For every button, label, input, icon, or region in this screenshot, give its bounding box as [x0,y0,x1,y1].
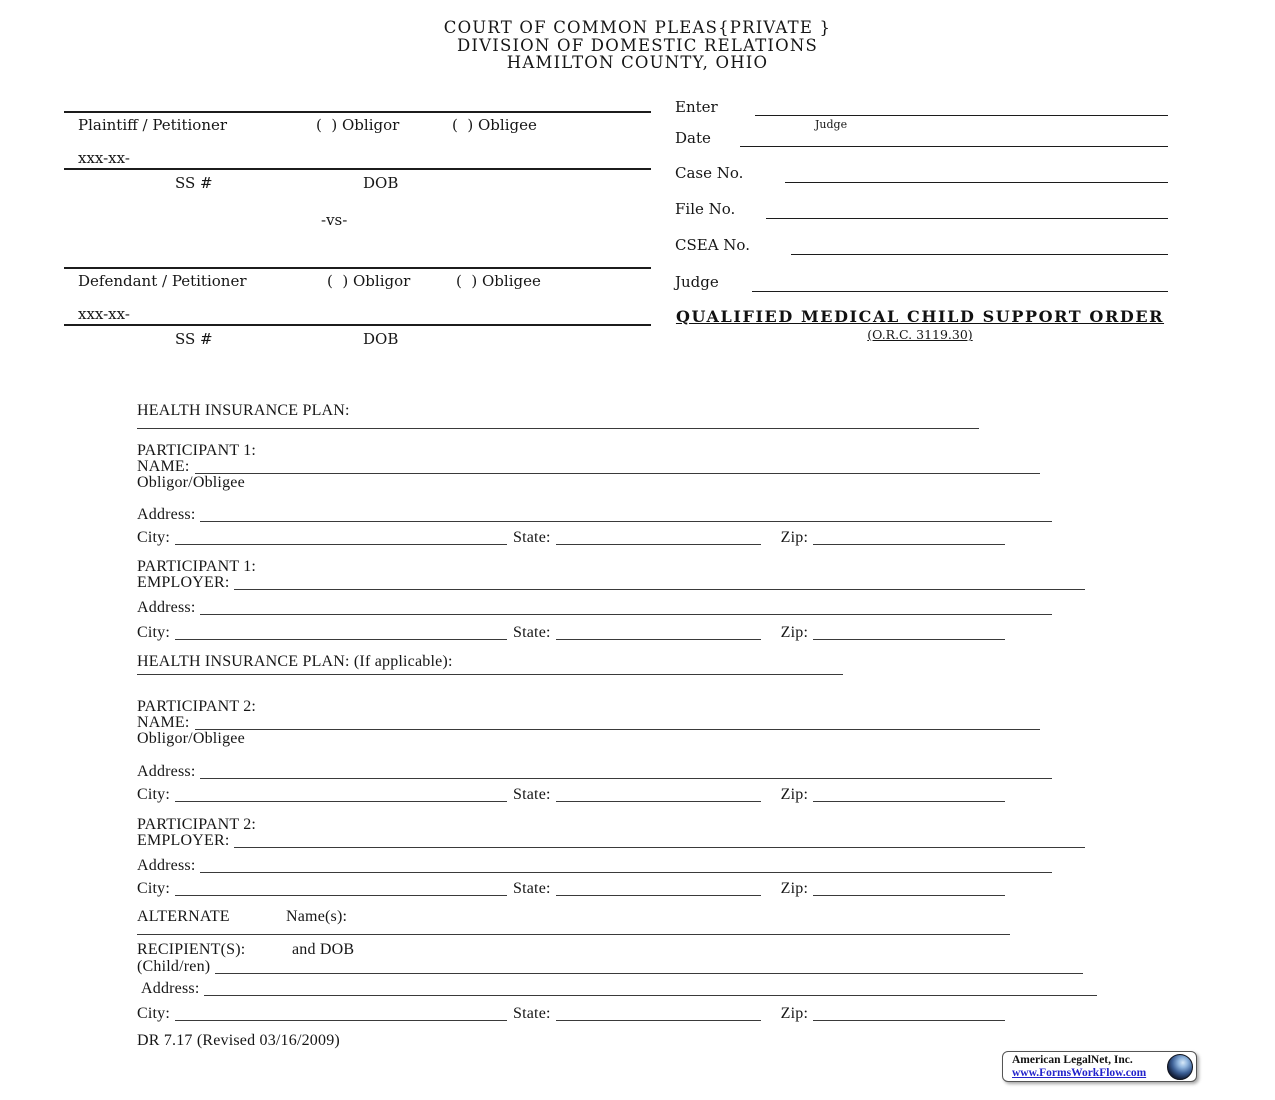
p2-city-label: City: [137,786,171,803]
p2-employer-label: EMPLOYER: [137,832,230,849]
p2-address-row [137,763,1052,780]
and-dob-label: and DOB [292,941,355,958]
date-label: Date [675,129,711,147]
plaintiff-label: Plaintiff / Petitioner [78,116,228,134]
plaintiff-ssn-line[interactable] [64,168,651,170]
csea-no-label: CSEA No. [675,236,750,254]
plaintiff-ssn-mask: xxx-xx- [78,149,130,167]
legalnet-company-name: American LegalNet, Inc. [1012,1054,1133,1066]
p2-employer-state-field[interactable] [556,880,761,896]
p2-employer-city-label: City: [137,880,171,897]
p2-city-field[interactable] [175,786,507,802]
recipient-address-field[interactable] [204,980,1097,996]
p2-employer-city-state-zip-row [137,880,1014,897]
p1-employer-label: EMPLOYER: [137,574,230,591]
recipient-city-state-zip-row [137,1005,1014,1022]
recipient-address-label: Address: [141,980,200,997]
defendant-obligor-checkbox[interactable]: ( ) Obligor [327,272,411,290]
defendant-obligee-checkbox[interactable]: ( ) Obligee [456,272,541,290]
p1-address-field[interactable] [200,506,1052,522]
health-plan-field[interactable] [137,428,979,429]
judge-label: Judge [675,273,719,291]
recipient-address-row [141,980,1097,997]
participant2-employer-heading: PARTICIPANT 2: [137,816,257,833]
p2-employer-address-row [137,857,1052,874]
defendant-dob-label: DOB [363,330,399,348]
p1-employer-city-field[interactable] [175,624,507,640]
form-number: DR 7.17 (Revised 03/16/2009) [137,1032,340,1049]
p1-employer-field[interactable] [234,574,1085,590]
children-field[interactable] [215,958,1083,974]
children-label: (Child/ren) [137,958,211,975]
health-plan-label: HEALTH INSURANCE PLAN: [137,402,350,419]
p2-address-label: Address: [137,763,196,780]
p1-city-field[interactable] [175,529,507,545]
p2-zip-label: Zip: [780,786,809,803]
p1-obligor-obligee-label: Obligor/Obligee [137,474,245,491]
p1-state-label: State: [513,529,551,546]
participant2-heading: PARTICIPANT 2: [137,698,257,715]
plaintiff-obligor-checkbox[interactable]: ( ) Obligor [316,116,400,134]
division-name: DIVISION OF DOMESTIC RELATIONS [456,35,819,55]
p1-employer-city-label: City: [137,624,171,641]
p2-obligor-obligee-label: Obligor/Obligee [137,730,245,747]
alternate-names-field[interactable] [137,934,1010,935]
formsworkflow-link[interactable]: www.FormsWorkFlow.com [1012,1067,1147,1079]
p2-address-field[interactable] [200,763,1052,779]
plaintiff-obligee-checkbox[interactable]: ( ) Obligee [452,116,537,134]
county-name: HAMILTON COUNTY, OHIO [506,53,769,72]
case-no-line[interactable] [785,182,1168,183]
plaintiff-ss-label: SS # [175,174,213,192]
p1-city-label: City: [137,529,171,546]
recipient-zip-field[interactable] [813,1005,1005,1021]
p2-name-row [137,714,1040,731]
p1-employer-address-field[interactable] [200,599,1052,615]
file-no-label: File No. [675,200,736,218]
csea-no-line[interactable] [791,254,1168,255]
health-plan-if-applicable-label: HEALTH INSURANCE PLAN: (If applicable): [137,653,453,670]
case-no-label: Case No. [675,164,744,182]
participant1-heading: PARTICIPANT 1: [137,442,257,459]
p1-employer-zip-label: Zip: [780,624,809,641]
alternate-names-label: Name(s): [286,908,348,925]
p2-employer-zip-label: Zip: [780,880,809,897]
american-legalnet-badge [1002,1051,1197,1082]
court-name: COURT OF COMMON PLEAS{PRIVATE } [443,18,832,37]
badge-text-block [1012,1054,1167,1079]
p2-zip-field[interactable] [813,786,1005,802]
p1-address-label: Address: [137,506,196,523]
p1-employer-state-label: State: [513,624,551,641]
p1-city-state-zip-row [137,529,1014,546]
p2-name-field[interactable] [195,714,1040,730]
court-header [0,19,1275,72]
recipient-state-field[interactable] [556,1005,761,1021]
children-row [137,958,1083,975]
p2-state-field[interactable] [556,786,761,802]
p2-state-label: State: [513,786,551,803]
enter-judge-signature-line[interactable] [755,115,1168,116]
p1-name-label: NAME: [137,458,190,475]
versus-label: -vs- [321,211,348,229]
judge-line[interactable] [752,291,1168,292]
alternate-word: ALTERNATE [137,908,230,925]
defendant-ssn-mask: xxx-xx- [78,305,130,323]
p1-state-field[interactable] [556,529,761,545]
p1-employer-row [137,574,1085,591]
p2-name-label: NAME: [137,714,190,731]
plaintiff-name-line[interactable] [64,111,651,113]
order-title: QUALIFIED MEDICAL CHILD SUPPORT ORDER [675,307,1165,326]
p1-zip-label: Zip: [780,529,809,546]
defendant-label: Defendant / Petitioner [78,272,247,290]
p2-employer-state-label: State: [513,880,551,897]
health-plan-if-applicable-field[interactable] [137,674,843,675]
recipients-word: RECIPIENT(S): [137,941,246,958]
recipient-city-label: City: [137,1005,171,1022]
p1-employer-city-state-zip-row [137,624,1014,641]
defendant-name-line[interactable] [64,267,651,269]
defendant-ssn-line[interactable] [64,324,651,326]
p2-employer-zip-field[interactable] [813,880,1005,896]
p2-employer-address-field[interactable] [200,857,1052,873]
p1-employer-state-field[interactable] [556,624,761,640]
p2-city-state-zip-row [137,786,1014,803]
order-statute: (O.R.C. 3119.30) [867,327,973,342]
p2-employer-address-label: Address: [137,857,196,874]
p1-employer-address-row [137,599,1052,616]
enter-judge-sub-label: Judge [815,118,848,131]
date-line[interactable] [740,146,1168,147]
p2-employer-field[interactable] [234,832,1085,848]
defendant-ss-label: SS # [175,330,213,348]
p1-zip-field[interactable] [813,529,1005,545]
globe-icon [1167,1054,1193,1080]
file-no-line[interactable] [766,218,1168,219]
p2-employer-row [137,832,1085,849]
p2-employer-city-field[interactable] [175,880,507,896]
participant1-employer-heading: PARTICIPANT 1: [137,558,257,575]
recipient-city-field[interactable] [175,1005,507,1021]
enter-label: Enter [675,98,718,116]
p1-name-field[interactable] [195,458,1040,474]
p1-address-row [137,506,1052,523]
recipient-zip-label: Zip: [780,1005,809,1022]
recipient-state-label: State: [513,1005,551,1022]
p1-employer-address-label: Address: [137,599,196,616]
plaintiff-dob-label: DOB [363,174,399,192]
p1-employer-zip-field[interactable] [813,624,1005,640]
p1-name-row [137,458,1040,475]
